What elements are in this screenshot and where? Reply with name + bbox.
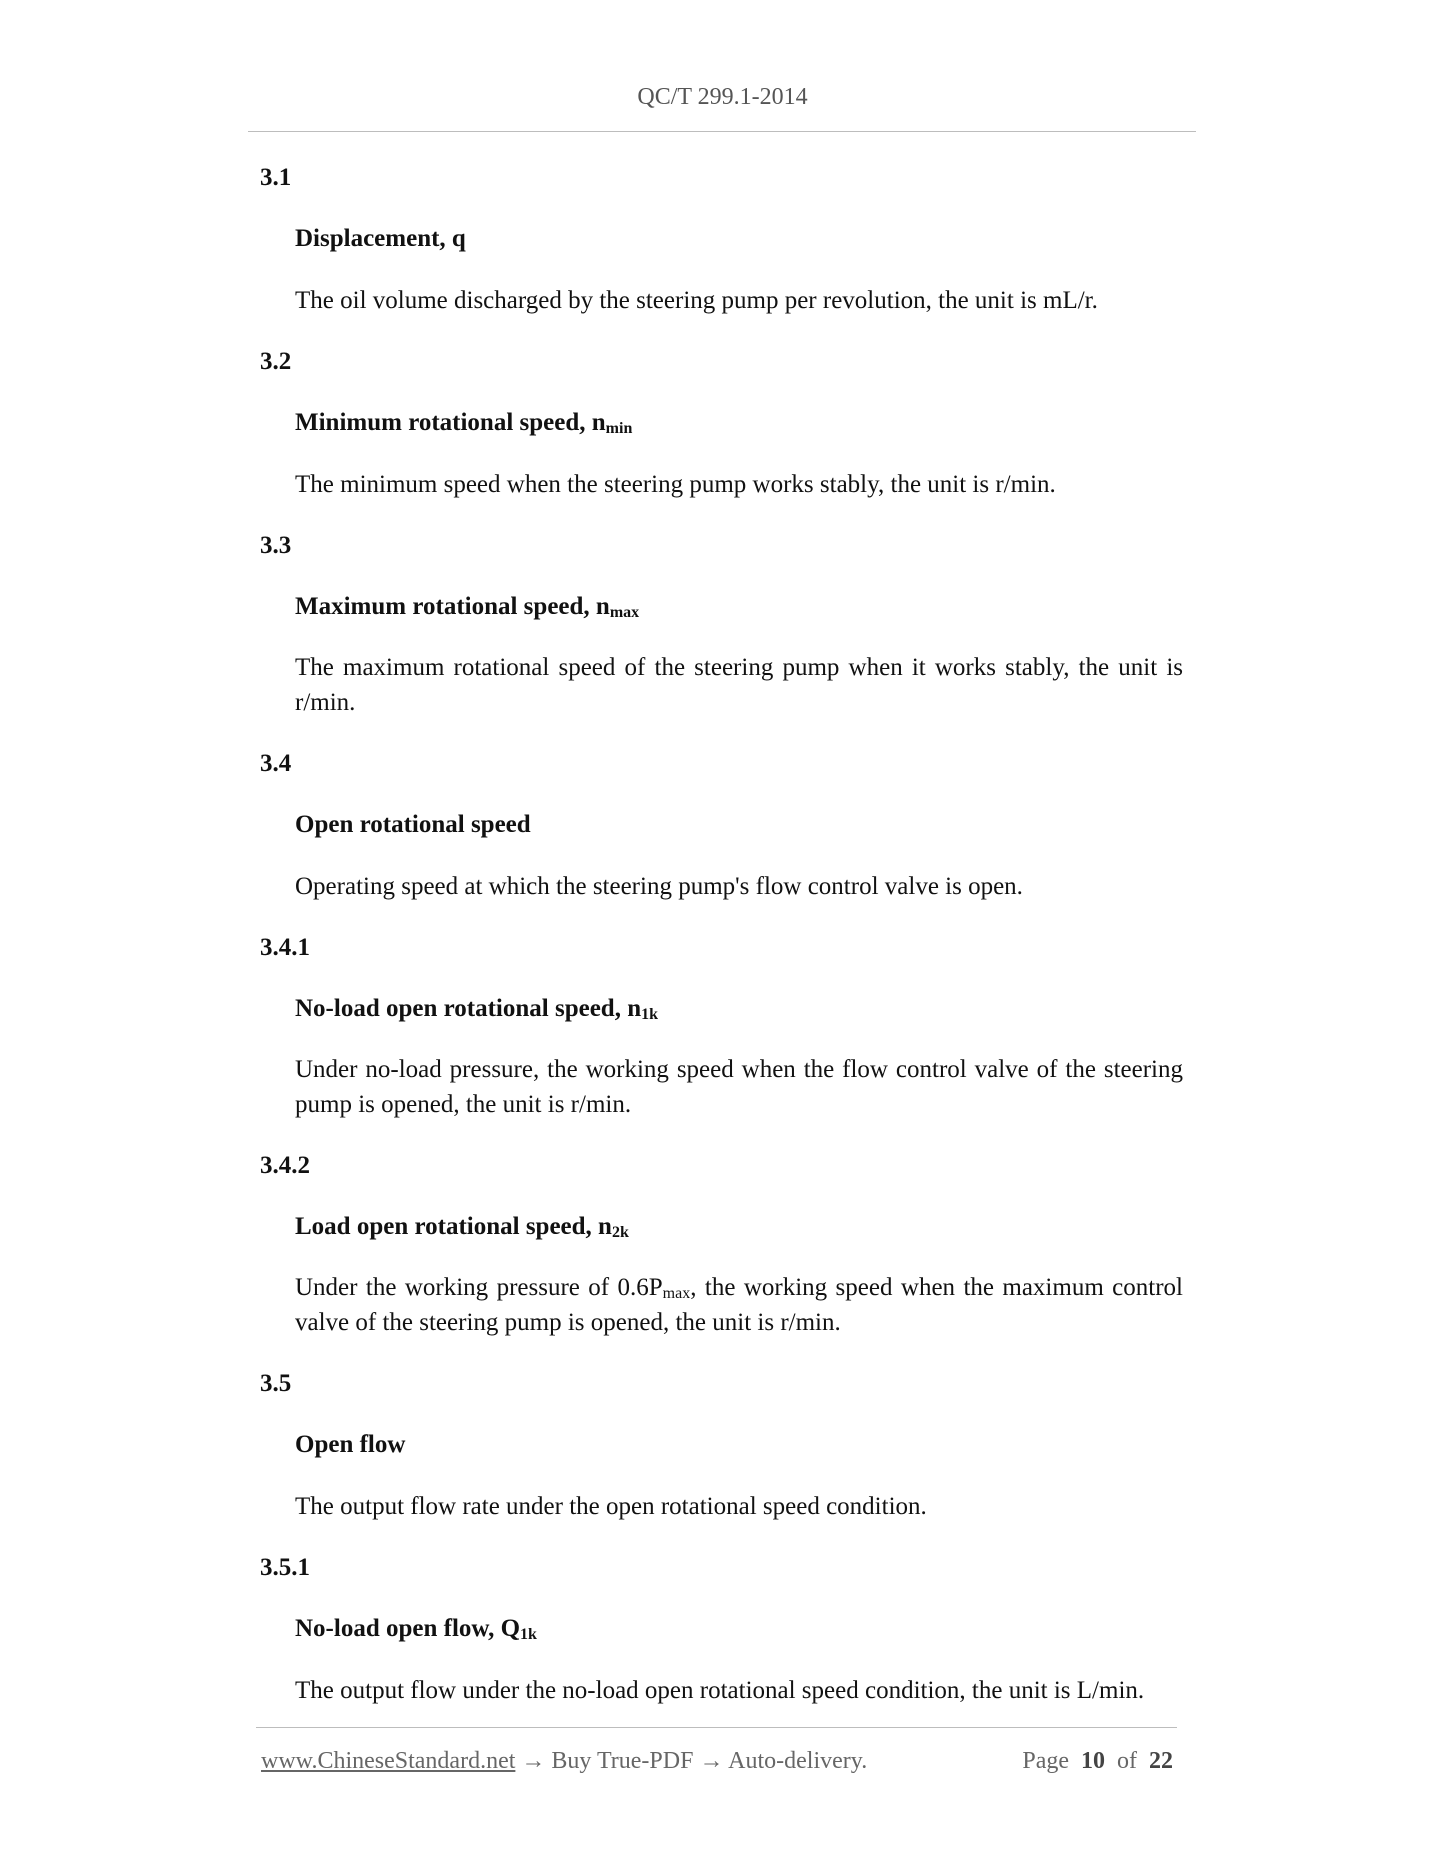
current-page-number: 10	[1081, 1748, 1105, 1774]
header-divider	[248, 131, 1196, 132]
page-header-title: QC/T 299.1-2014	[637, 84, 808, 110]
clause-definition: The maximum rotational speed of the steering pump when it works stably, the unit is r/min.	[295, 654, 1183, 716]
footer-delivery-text: Auto-delivery.	[728, 1748, 868, 1774]
footer-divider	[256, 1727, 1177, 1728]
clause-definition: Under no-load pressure, the working speed when the flow control valve of the steering pump is opened, the unit is r/min.	[295, 1056, 1183, 1118]
clause-definition: The output flow under the no-load open rotational speed condition, the unit is L/min.	[295, 1677, 1145, 1704]
clause-definition: The output flow rate under the open rotational speed condition.	[295, 1493, 927, 1520]
clause-definition: Under the working pressure of $0.6P_{max}$, the working speed when the maximum control valve of the steering pump is opened, the unit is r/min.	[295, 1274, 1183, 1336]
clause-number: 3.3	[260, 532, 292, 559]
total-page-count: 22	[1149, 1748, 1173, 1774]
clause-term: Minimum rotational speed, $n_{min}$	[295, 409, 633, 437]
footer-buy-link[interactable]: Buy True-PDF	[551, 1748, 694, 1774]
page-counter: Page 10 of 22	[1022, 1748, 1173, 1774]
arrow-icon: →	[521, 1748, 546, 1774]
page-footer	[261, 1746, 1173, 1776]
clause-term: Load open rotational speed, $n_{2k}$	[295, 1213, 629, 1241]
clause-term: Open rotational speed	[295, 811, 531, 838]
clause-number: 3.4.2	[260, 1152, 310, 1179]
footer-site-link[interactable]: www.ChineseStandard.net	[261, 1748, 516, 1774]
clause-term: No-load open flow, $Q_{1k}$	[295, 1615, 537, 1643]
clause-term: Maximum rotational speed, $n_{max}$	[295, 593, 640, 621]
arrow-icon: →	[699, 1748, 724, 1774]
clause-number: 3.5.1	[260, 1554, 310, 1581]
clause-term: Displacement, q	[295, 225, 466, 252]
clause-definition: Operating speed at which the steering pump's flow control valve is open.	[295, 873, 1023, 900]
clause-number: 3.2	[260, 348, 292, 375]
clause-number: 3.4.1	[260, 934, 310, 961]
clause-number: 3.5	[260, 1370, 292, 1397]
clause-definition: The oil volume discharged by the steering pump per revolution, the unit is mL/r.	[295, 287, 1098, 314]
clause-term: No-load open rotational speed, $n_{1k}$	[295, 995, 659, 1023]
clause-number: 3.1	[260, 164, 292, 191]
clause-definition: The minimum speed when the steering pump works stably, the unit is r/min.	[295, 471, 1056, 498]
clause-term: Open flow	[295, 1431, 406, 1458]
clause-number: 3.4	[260, 750, 292, 777]
